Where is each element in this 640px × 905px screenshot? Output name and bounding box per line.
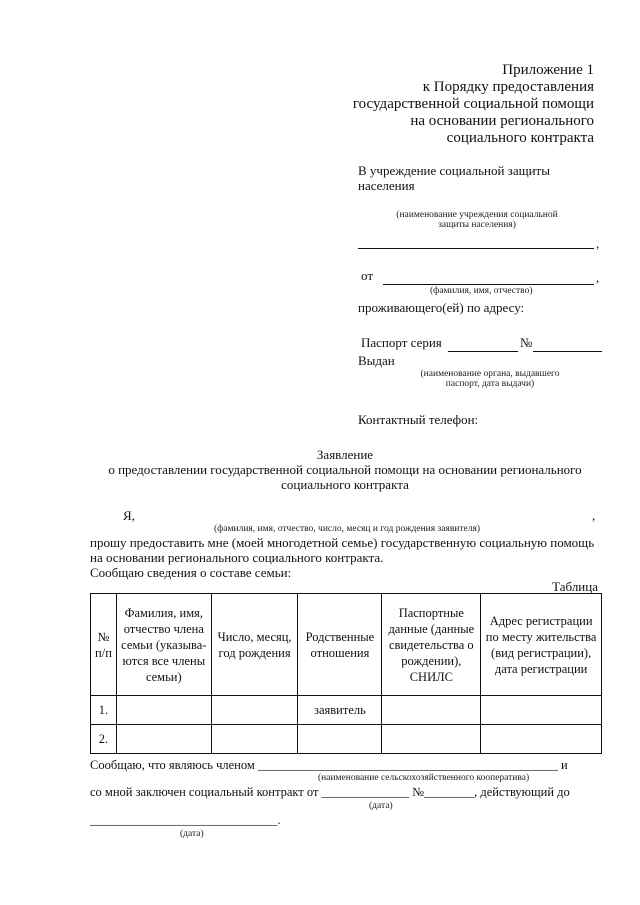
- applicant-comma: ,: [592, 508, 596, 523]
- table-cell[interactable]: [211, 725, 298, 754]
- col-fio: Фамилия, имя, отчество члена семьи (указыва-ются все члены семьи): [116, 594, 211, 696]
- end-date-field[interactable]: ______________________________.: [90, 813, 281, 827]
- residing-label: проживающего(ей) по адресу:: [358, 300, 525, 315]
- table-cell: 1.: [91, 696, 117, 725]
- end-date-hint: (дата): [180, 829, 204, 839]
- appendix-line: государственной социальной помощи: [352, 96, 594, 112]
- contract-date-hint: (дата): [369, 801, 393, 811]
- recipient-to-line2: населения: [358, 178, 415, 193]
- issued-hint: [410, 369, 570, 389]
- member-text: Сообщаю, что являюсь членом ________________________________________________ и: [90, 758, 568, 772]
- statement-body-line3: Сообщаю сведения о составе семьи:: [90, 565, 292, 580]
- appendix-line: на основании регионального: [410, 113, 594, 129]
- table-cell[interactable]: [382, 696, 481, 725]
- statement-body-line1: прошу предоставить мне (моей многодетной семье) государственную социальную помощь: [90, 535, 595, 550]
- table-row: [91, 725, 602, 754]
- passport-label: Паспорт серия: [361, 335, 442, 350]
- recipient-to-line1: В учреждение социальной защиты: [358, 163, 550, 178]
- number-sign: №: [520, 335, 533, 350]
- from-label: от: [361, 268, 374, 283]
- col-birthdate: Число, месяц, год рождения: [211, 594, 298, 696]
- fio-comma: ,: [596, 270, 600, 285]
- passport-series-field[interactable]: [448, 351, 518, 352]
- issued-hint-line2: паспорт, дата выдачи): [445, 379, 535, 389]
- coop-hint: (наименование сельскохозяйственного кооператива): [318, 773, 530, 783]
- table-cell[interactable]: [298, 725, 382, 754]
- statement-title: Заявление: [316, 447, 374, 462]
- col-relation: Родственные отношения: [298, 594, 382, 696]
- col-passport: Паспортные данные (данные свидетельства о рождении), СНИЛС: [382, 594, 481, 696]
- table-cell[interactable]: [211, 696, 298, 725]
- issued-hint-line1: (наименование органа, выдавшего: [420, 369, 560, 379]
- appendix-header: [353, 62, 594, 147]
- statement-body-line2: на основании регионального социального контракта.: [90, 550, 384, 565]
- institution-field[interactable]: [358, 248, 594, 249]
- table-header-row: [91, 594, 602, 696]
- institution-hint-line1: (наименование учреждения социальной: [396, 210, 558, 220]
- appendix-line: социального контракта: [446, 130, 594, 146]
- table-row: [91, 696, 602, 725]
- fio-field[interactable]: [383, 284, 594, 285]
- table-caption: Таблица: [552, 579, 598, 594]
- table-cell: заявитель: [298, 696, 382, 725]
- contract-text: со мной заключен социальный контракт от ______________ №________, действующий до: [90, 785, 570, 799]
- phone-label: Контактный телефон:: [358, 412, 479, 427]
- applicant-hint: (фамилия, имя, отчество, число, месяц и год рождения заявителя): [213, 524, 481, 534]
- statement-subtitle-2: социального контракта: [281, 477, 409, 492]
- appendix-line: к Порядку предоставления: [422, 79, 594, 95]
- col-address: Адрес регистрации по месту жительства (вид регистрации), дата регистрации: [481, 594, 602, 696]
- table-cell[interactable]: [481, 725, 602, 754]
- statement-subtitle: о предоставлении государственной социальной помощи на основании регионального: [108, 462, 582, 477]
- appendix-line: Приложение 1: [502, 62, 594, 78]
- table-cell[interactable]: [382, 725, 481, 754]
- table-cell[interactable]: [481, 696, 602, 725]
- col-number: № п/п: [91, 594, 117, 696]
- applicant-field[interactable]: [140, 509, 588, 523]
- table-cell: 2.: [91, 725, 117, 754]
- institution-hint-line2: защиты населения): [438, 220, 516, 230]
- family-table: [90, 593, 602, 754]
- applicant-label: Я,: [123, 508, 135, 523]
- issued-label: Выдан: [358, 353, 395, 368]
- institution-comma: ,: [596, 236, 600, 251]
- table-cell[interactable]: [116, 725, 211, 754]
- institution-hint: [358, 210, 596, 230]
- passport-number-field[interactable]: [533, 351, 602, 352]
- table-cell[interactable]: [116, 696, 211, 725]
- fio-hint: (фамилия, имя, отчество): [430, 286, 533, 296]
